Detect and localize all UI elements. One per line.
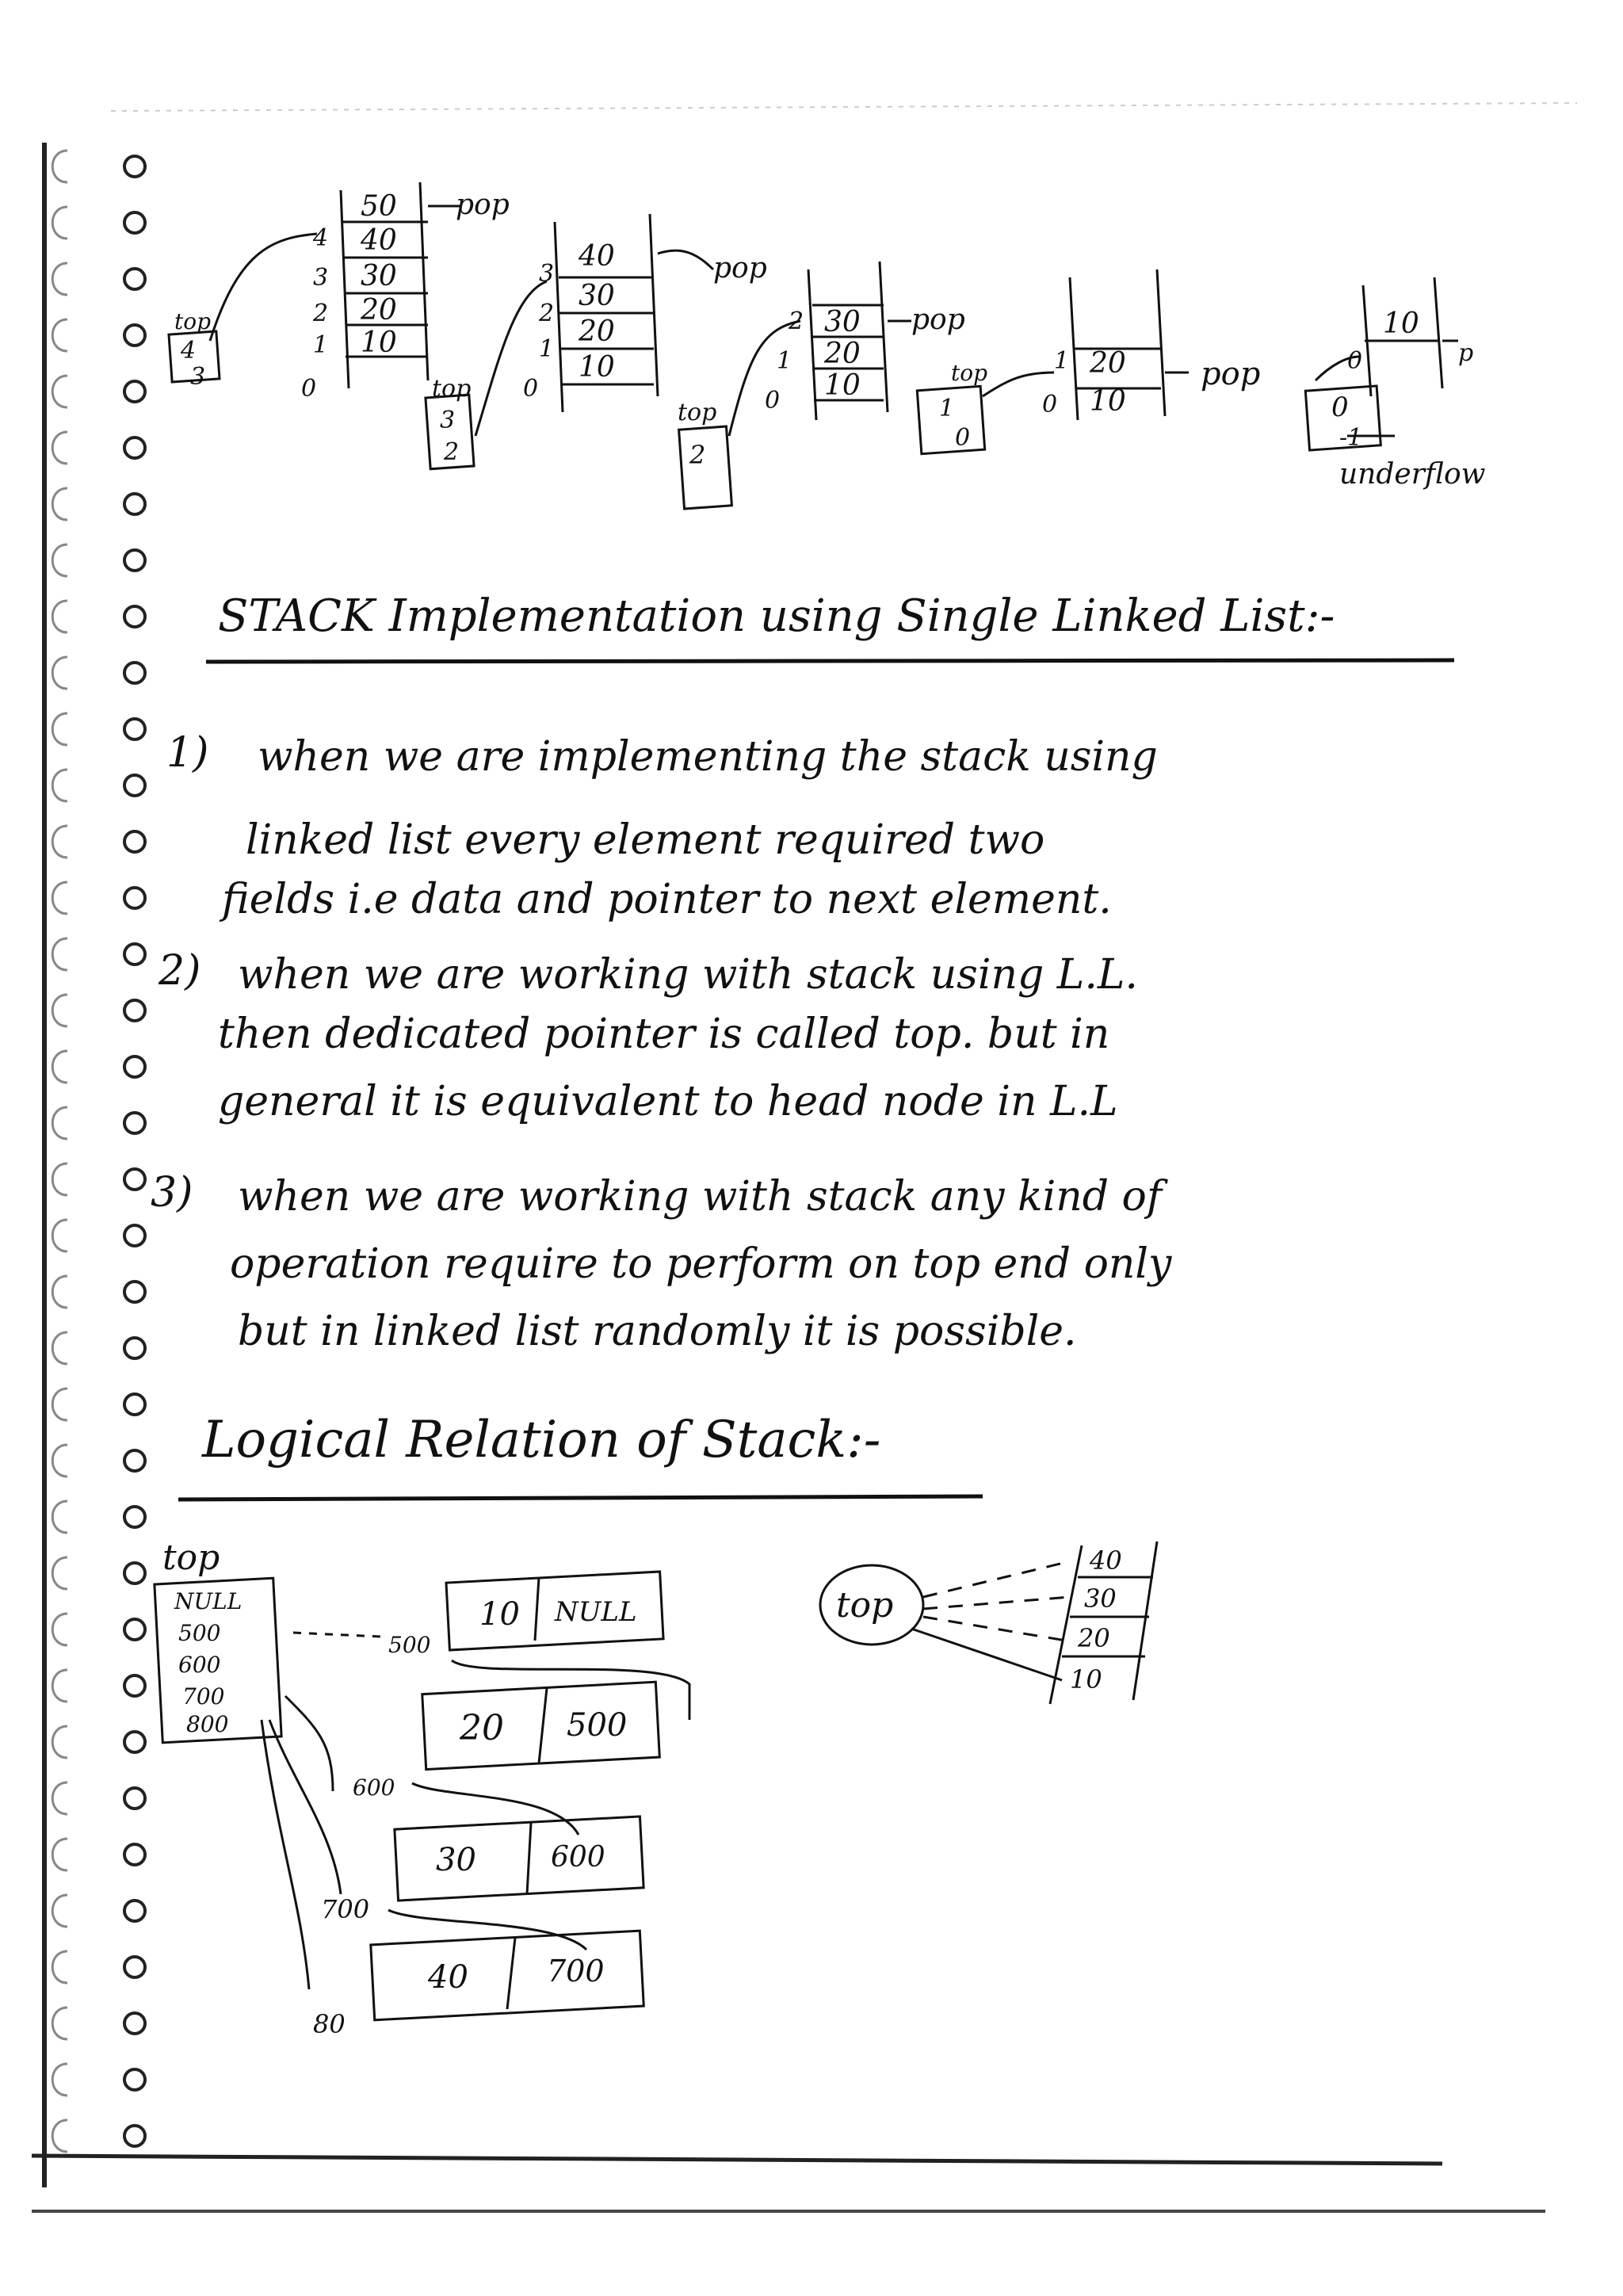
binding-ring [52,1163,67,1195]
binding-ring [52,1614,67,1645]
binding-ring [52,601,67,632]
binding-ring [52,995,67,1026]
s2-top-value-0: 3 [440,407,456,434]
section2-title-underline [174,1490,1006,1506]
s2-index-2: 1 [539,335,555,363]
s5-top-value-1: -1 [1339,424,1363,452]
binding-hole [124,775,145,796]
point3-line3: but in linked list randomly it is possible. [238,1308,1077,1355]
binding-ring [52,1220,67,1251]
binding-hole [124,2069,145,2090]
point2-number: 2) [158,947,201,995]
right-stack-cell-3: 10 [1070,1664,1102,1694]
binding-ring [52,1895,67,1927]
s3-top-label: top [678,399,717,426]
ll-top-value-1: 500 [178,1620,221,1646]
s5-cell-0: 10 [1383,308,1419,340]
point1-line3: fields i.e data and pointer to next element. [222,876,1112,923]
binding-ring [52,1051,67,1083]
point1-number: 1) [166,729,209,777]
circle-top-label: top [836,1585,894,1626]
point3-line2: operation require to perform on top end only [230,1240,1172,1288]
s1-top-value-0: 4 [181,337,197,365]
node2-addr: 600 [353,1775,395,1801]
s3-cell-0: 30 [824,306,861,338]
binding-hole [124,1282,145,1302]
s2-pop-label: pop [713,252,767,285]
node4-next: 700 [547,1954,605,1988]
binding-hole [124,1338,145,1358]
s3-cell-1: 20 [824,338,861,370]
s1-pop-label: pop [456,189,510,221]
ll-top-value-3: 700 [182,1683,225,1710]
binding-ring [52,1951,67,1983]
s2-cell-1: 30 [579,280,615,312]
binding-ring [52,2064,67,2095]
point1-line1: when we are implementing the stack using [258,733,1158,781]
right-stack-cell-1: 30 [1084,1584,1117,1614]
s4-top-value-0: 1 [939,395,955,422]
s3-cell-2: 10 [824,369,861,402]
node3-addr: 700 [321,1894,370,1924]
s1-cell-4: 10 [361,327,397,359]
ll-top-value-2: 600 [178,1652,221,1678]
node4-data: 40 [428,1959,468,1996]
s2-top-value-1: 2 [444,438,460,466]
binding-ring [52,657,67,689]
s4-index-1: 0 [1042,391,1058,418]
s5-pop-label: p [1458,339,1474,367]
binding-ring [52,544,67,576]
s5-index-0: 0 [1347,347,1363,375]
s1-cell-3: 20 [361,294,397,327]
s4-index-0: 1 [1054,347,1070,375]
binding-ring [52,1839,67,1870]
binding-ring [52,1276,67,1308]
binding-ring [52,826,67,858]
binding-hole [124,2126,145,2146]
s1-index-1: 3 [313,264,329,292]
binding-hole [124,606,145,627]
point2-line3: general it is equivalent to head node in L.L [218,1078,1118,1125]
binding-hole [124,831,145,852]
right-stack-cell-0: 40 [1090,1545,1122,1576]
binding-ring [52,1445,67,1477]
s4-top-label: top [951,360,988,386]
linked-list-diagram [143,1522,1331,2061]
binding-ring [52,1557,67,1589]
binding-hole [124,1225,145,1246]
s2-top-label: top [432,375,472,403]
s2-index-3: 0 [523,375,539,403]
binding-ring [52,1670,67,1702]
s4-pop-label: pop [1201,356,1261,392]
s3-pop-label: pop [911,304,965,336]
node3-next: 600 [551,1841,605,1874]
node2-next: 500 [567,1707,628,1744]
s4-cell-0: 20 [1090,347,1126,380]
s1-cell-2: 30 [361,260,397,292]
s4-top-value-1: 0 [955,424,971,452]
binding-hole [124,663,145,683]
binding-hole [124,1113,145,1133]
point2-line1: when we are working with stack using L.L. [238,951,1138,999]
pop-diagram [0,159,1623,515]
point3-line1: when we are working with stack any kind of [238,1173,1163,1221]
binding-hole [124,550,145,571]
node3-data: 30 [436,1842,476,1878]
s1-index-2: 2 [313,300,329,327]
s2-index-0: 3 [539,260,555,288]
right-stack-cell-2: 20 [1078,1623,1110,1653]
s4-cell-1: 10 [1090,385,1126,418]
s3-top-value-0: 2 [689,440,706,470]
binding-ring [52,1107,67,1139]
s1-index-4: 0 [301,375,317,403]
node4-addr: 80 [313,2009,346,2039]
binding-hole [124,1000,145,1021]
section1-title: STACK Implementation using Single Linked List:- [218,590,1335,642]
binding-ring [52,938,67,970]
s1-cell-0: 50 [361,190,397,223]
point1-line2: linked list every element required two [246,816,1045,864]
binding-ring [52,1726,67,1758]
s3-index-0: 2 [789,308,804,335]
section1-title-underline [202,654,1470,670]
s1-top-label: top [174,308,212,334]
s2-cell-2: 20 [579,315,615,348]
s3-index-1: 1 [777,347,792,375]
section2-title: Logical Relation of Stack:- [202,1411,881,1469]
s3-index-2: 0 [765,387,781,415]
binding-ring [52,1389,67,1420]
s2-cell-0: 40 [579,240,615,273]
binding-ring [52,713,67,745]
binding-hole [124,1394,145,1415]
point3-number: 3) [151,1169,193,1217]
binding-hole [124,719,145,739]
s5-underflow-label: underflow [1339,458,1486,491]
binding-hole [124,1056,145,1077]
binding-ring [52,2120,67,2152]
node1-data: 10 [479,1596,520,1633]
ll-top-label: top [162,1538,220,1578]
binding-ring [52,1332,67,1364]
binding-ring [52,1782,67,1814]
node1-next: NULL [555,1596,637,1628]
binding-ring [52,882,67,914]
binding-ring [52,1501,67,1533]
node1-addr: 500 [388,1632,431,1658]
s1-index-3: 1 [313,331,329,359]
s1-cell-1: 40 [361,224,397,257]
s5-top-value-0: 0 [1331,392,1349,423]
binding-ring [52,770,67,801]
ll-top-value-4: 800 [186,1711,229,1737]
s2-cell-3: 10 [579,351,615,384]
binding-ring [52,2008,67,2039]
ll-top-value-0: NULL [174,1588,242,1614]
binding-hole [124,888,145,908]
binding-hole [124,1450,145,1471]
s2-index-1: 2 [539,300,555,327]
node2-data: 20 [460,1708,504,1748]
s1-index-0: 4 [313,224,329,252]
s1-top-value-1: 3 [190,363,206,391]
binding-hole [124,1169,145,1190]
point2-line2: then dedicated pointer is called top. but in [218,1010,1110,1058]
binding-hole [124,944,145,965]
